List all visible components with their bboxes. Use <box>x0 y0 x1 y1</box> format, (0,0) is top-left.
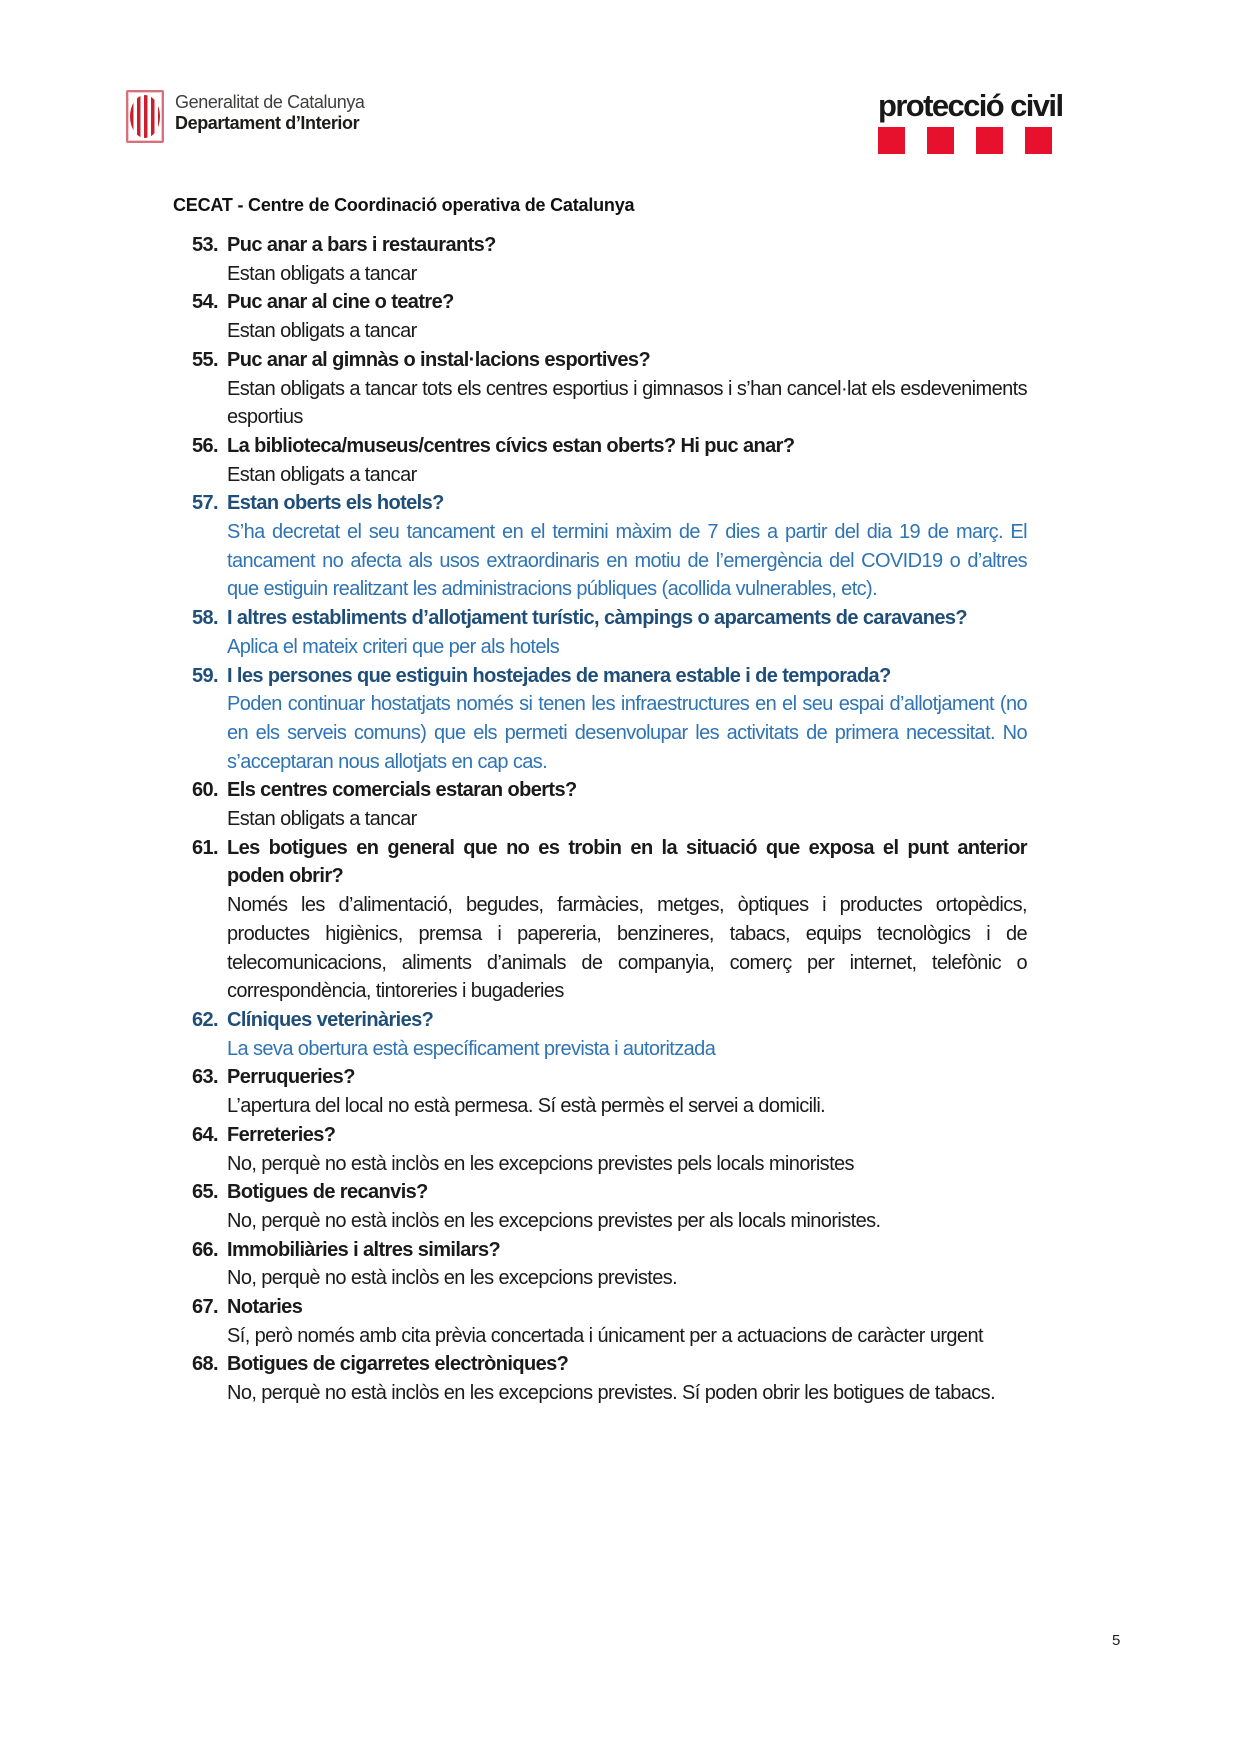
faq-answer: L’apertura del local no està permesa. Sí està permès el servei a domicili. <box>227 1095 826 1118</box>
faq-question: Botigues de cigarretes electròniques? <box>227 1353 569 1376</box>
faq-question: Botigues de recanvis? <box>227 1181 428 1204</box>
faq-item-number: 63. <box>192 1066 219 1089</box>
faq-item-number: 66. <box>192 1238 219 1261</box>
faq-question: Immobiliàries i altres similars? <box>227 1238 501 1261</box>
generalitat-logo-text <box>175 90 365 134</box>
generalitat-logo <box>126 90 365 143</box>
faq-answer: La seva obertura està específicament prevista i autoritzada <box>227 1037 716 1060</box>
faq-item <box>192 1236 1028 1293</box>
proteccio-civil-squares <box>878 127 1062 154</box>
faq-answer: Estan obligats a tancar <box>227 808 417 831</box>
page-title: CECAT - Centre de Coordinació operativa de Catalunya <box>173 195 635 215</box>
faq-answer: No, perquè no està inclòs en les excepcions previstes per als locals minoristes. <box>227 1209 881 1232</box>
faq-item <box>192 1006 1028 1063</box>
faq-answer: Aplica el mateix criteri que per als hotels <box>227 635 560 658</box>
red-square-icon <box>1025 127 1052 154</box>
page-number: 5 <box>1112 1632 1121 1649</box>
faq-question: Les botigues en general que no es trobin en la situació que exposa el punt anterior poden obrir? <box>227 836 1027 888</box>
faq-answer: Estan obligats a tancar <box>227 320 417 343</box>
faq-item-number: 58. <box>192 607 219 630</box>
faq-item-number: 59. <box>192 664 219 687</box>
faq-item <box>192 1293 1028 1350</box>
faq-item <box>192 604 1028 661</box>
faq-question: Puc anar al gimnàs o instal·lacions esportives? <box>227 348 651 371</box>
faq-item-number: 56. <box>192 434 219 457</box>
faq-answer: Estan obligats a tancar tots els centres esportius i gimnasos i s’han cancel·lat els esdeveniments esportius <box>227 377 1027 429</box>
faq-item <box>192 288 1028 345</box>
faq-item-number: 60. <box>192 779 219 802</box>
faq-item-number: 62. <box>192 1008 219 1031</box>
faq-item <box>192 1063 1028 1120</box>
proteccio-civil-wordmark: protecció civil <box>878 88 1063 123</box>
faq-item <box>192 1178 1028 1235</box>
faq-item <box>192 1121 1028 1178</box>
departament-name: Departament d’Interior <box>175 113 360 133</box>
faq-question: Puc anar al cine o teatre? <box>227 291 454 314</box>
faq-item-number: 67. <box>192 1296 219 1319</box>
faq-item-number: 64. <box>192 1123 219 1146</box>
faq-question: Clíniques veterinàries? <box>227 1008 434 1031</box>
faq-item-number: 57. <box>192 492 219 515</box>
faq-question: La biblioteca/museus/centres cívics estan oberts? Hi puc anar? <box>227 434 795 457</box>
faq-answer: No, perquè no està inclòs en les excepcions previstes. Sí poden obrir les botigues de tabacs. <box>227 1382 996 1405</box>
red-square-icon <box>878 127 905 154</box>
faq-answer: Estan obligats a tancar <box>227 262 417 285</box>
faq-item <box>192 662 1028 777</box>
faq-question: I altres establiments d’allotjament turístic, càmpings o aparcaments de caravanes? <box>227 607 967 630</box>
faq-item-number: 53. <box>192 234 219 256</box>
faq-question: Perruqueries? <box>227 1066 355 1089</box>
faq-item-number: 68. <box>192 1353 219 1376</box>
faq-item-number: 61. <box>192 836 219 859</box>
faq-item <box>192 489 1028 604</box>
faq-question: Puc anar a bars i restaurants? <box>227 234 496 256</box>
faq-item <box>192 432 1028 489</box>
faq-question: Ferreteries? <box>227 1123 336 1146</box>
faq-question: Notaries <box>227 1296 303 1319</box>
faq-question: I les persones que estiguin hostejades de manera estable i de temporada? <box>227 664 891 687</box>
generalitat-name: Generalitat de Catalunya <box>175 92 365 112</box>
faq-answer: S’ha decretat el seu tancament en el termini màxim de 7 dies a partir del dia 19 de març. El tancament no afecta als usos extraordinaris en motiu de l’emergència del COVID19 o d’altres que estiguin realitzant les administracions públiques (acollida vulnerables, etc). <box>227 521 1027 601</box>
faq-item <box>192 834 1028 1006</box>
faq-answer: Només les d’alimentació, begudes, farmàcies, metges, òptiques i productes ortopèdics, productes higiènics, premsa i papereria, benzineres, tabacs, equips tecnològics i de telecomunicacions, aliments d’animals de companyia, comerç per internet, telefònic o correspondència, tintoreries i bugaderies <box>227 894 1027 1003</box>
faq-item-number: 55. <box>192 348 219 371</box>
red-square-icon <box>976 127 1003 154</box>
faq-answer: No, perquè no està inclòs en les excepcions previstes. <box>227 1267 678 1290</box>
faq-question: Els centres comercials estaran oberts? <box>227 779 577 802</box>
faq-answer: Poden continuar hostatjats només si tenen les infraestructures en el seu espai d’allotjament (no en els serveis comuns) que els permeti desenvolupar les activitats de primera necessitat. No s’acceptaran nous allotjats en cap cas. <box>227 693 1027 773</box>
faq-item-number: 65. <box>192 1181 219 1204</box>
faq-answer: Sí, però només amb cita prèvia concertada i únicament per a actuacions de caràcter urgent <box>227 1324 983 1347</box>
faq-item <box>192 231 1028 288</box>
faq-item-number: 54. <box>192 291 219 314</box>
faq-item <box>192 1350 1028 1407</box>
faq-item <box>192 776 1028 833</box>
faq-answer: Estan obligats a tancar <box>227 463 417 486</box>
faq-item <box>192 346 1028 432</box>
faq-list <box>192 231 1028 1408</box>
proteccio-civil-logo <box>878 90 1062 154</box>
faq-answer: No, perquè no està inclòs en les excepcions previstes pels locals minoristes <box>227 1152 854 1175</box>
red-square-icon <box>927 127 954 154</box>
faq-question: Estan oberts els hotels? <box>227 492 444 515</box>
generalitat-shield-icon <box>126 90 164 143</box>
